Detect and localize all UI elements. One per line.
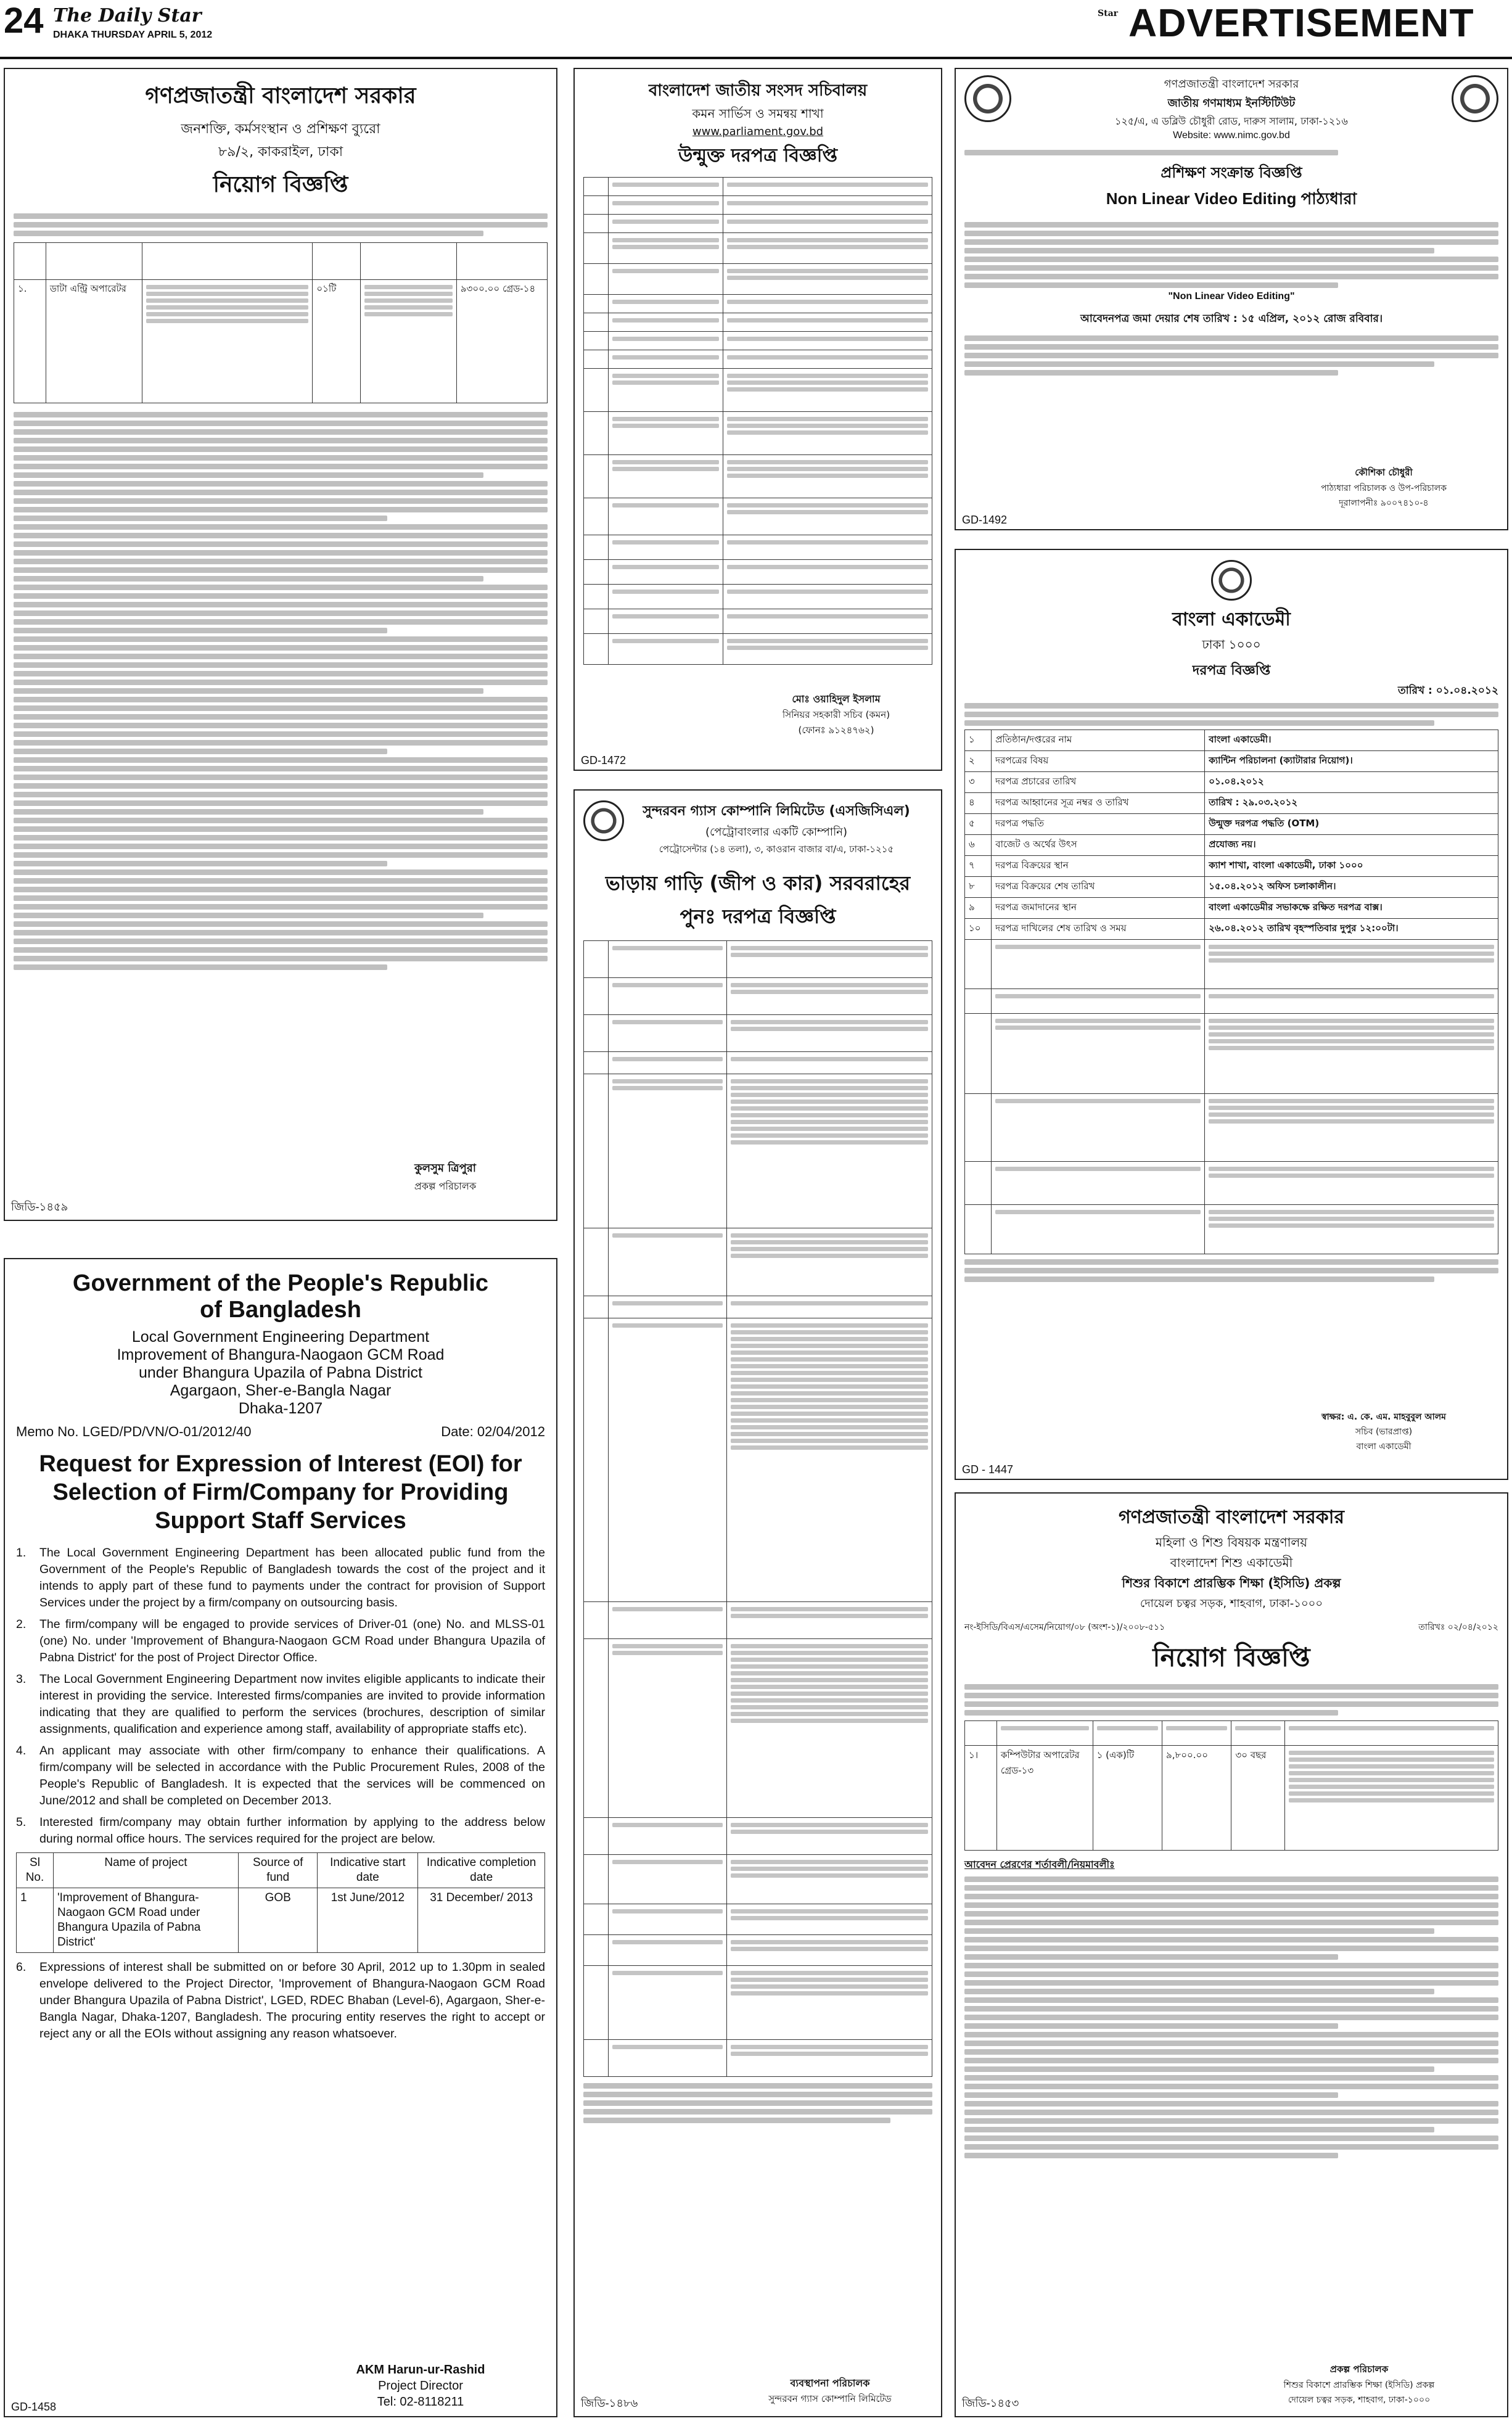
project-line-2: under Bhangura Upazila of Pabna District <box>139 1364 422 1381</box>
td-end: 31 December/ 2013 <box>418 1888 545 1953</box>
para-text: The firm/company will be engaged to provide services of Driver-01 (one) No. and MLSS-01 (one) No. under 'Improvement of Bhangura-Naogaon GCM Road under Bhangura Upazila of Pabna District' for the post of Project Director Office. <box>39 1617 545 1664</box>
row-number: ২ <box>965 751 992 772</box>
row-key: দরপত্র প্রচারের তারিখ <box>992 772 1205 793</box>
signatory-org-1: শিশুর বিকাশে প্রারম্ভিক শিক্ষা (ইসিডি) প্রকল্প <box>1283 2380 1435 2390</box>
post-count: ১ (এক)টি <box>1093 1746 1162 1851</box>
eoi-title-1: Request for Expression of Interest (EOI) for <box>39 1451 522 1477</box>
gd-number: জিডি-১৪৮৬ <box>581 2397 638 2409</box>
row-key: দরপত্র বিক্রয়ের শেষ তারিখ <box>992 877 1205 898</box>
row-value: বাংলা একাডেমীর সভাকক্ষে রক্ষিত দরপত্র বাক্স। <box>1205 898 1498 919</box>
gov-seal-logo <box>964 75 1011 122</box>
para-number: 2. <box>16 1617 27 1631</box>
th-sl: Sl No. <box>17 1853 54 1888</box>
signatory-name: স্বাক্ষর: এ. কে. এম. মাহবুবুল আলম <box>1321 1412 1446 1422</box>
row-number: ৬ <box>965 835 992 856</box>
signatory-title: প্রকল্প পরিচালক <box>1329 2364 1389 2375</box>
ad-address: ৮৯/২, কাকরাইল, ঢাকা <box>218 144 343 160</box>
ad-subheading: জাতীয় গণমাধ্যম ইনস্টিটিউট <box>1167 97 1296 110</box>
para-text: The Local Government Engineering Department has been allocated public fund from the Government of the People's Republic of Bangladesh towards the cost of the project and it intends to apply part of these fund to payments under the contract for provision of Support Services under the project by a firm/company on outsourcing basis. <box>39 1546 545 1609</box>
ad-date: তারিখ : ০১.০৪.২০১২ <box>1398 684 1498 697</box>
training-ad-nimc <box>955 68 1508 530</box>
address-line-1: Agargaon, Sher-e-Bangla Nagar <box>170 1382 392 1399</box>
eoi-title-2: Selection of Firm/Company for Providing <box>52 1479 509 1505</box>
ad-subheading: ঢাকা ১০০০ <box>1202 637 1261 652</box>
th-end: Indicative completion date <box>418 1853 545 1888</box>
gd-number: GD-1472 <box>581 754 627 767</box>
ad-date: তারিখঃ ০২/০৪/২০১২ <box>1418 1622 1498 1632</box>
gd-number: জিডি-১৪৫৩ <box>962 2397 1019 2409</box>
signatory-name: কৌশিকা চৌধুরী <box>1355 467 1413 478</box>
ad-heading: গণপ্রজাতন্ত্রী বাংলাদেশ সরকার <box>145 83 416 109</box>
th-start: Indicative start date <box>318 1853 418 1888</box>
post-name: কম্পিউটার অপারেটর গ্রেড-১৩ <box>996 1746 1093 1851</box>
td-start: 1st June/2012 <box>318 1888 418 1953</box>
reference-number: নং-ইসিডি/বিএস/এসেম/নিয়োগ/০৮ (অংশ-১)/২০০৮-৫১১ <box>964 1622 1165 1632</box>
row-number: ৭ <box>965 856 992 877</box>
post-name: ডাটা এন্ট্রি অপারেটর <box>46 280 142 403</box>
signatory-title: প্রকল্প পরিচালক <box>414 1180 477 1192</box>
section-small-label: Star <box>1098 9 1119 18</box>
row-key: দরপত্র দাখিলের শেষ তারিখ ও সময় <box>992 919 1205 940</box>
ad-title: দরপত্র বিজ্ঞপ্তি <box>1192 663 1271 678</box>
ad-title-2: পুনঃ দরপত্র বিজ্ঞপ্তি <box>680 905 836 928</box>
ad-title-1: প্রশিক্ষণ সংক্রান্ত বিজ্ঞপ্তি <box>1161 164 1302 181</box>
masthead <box>0 0 1512 59</box>
td-sl: 1 <box>17 1888 54 1953</box>
eoi-title-3: Support Staff Services <box>155 1508 406 1534</box>
row-key: দরপত্র বিক্রয়ের স্থান <box>992 856 1205 877</box>
row-value: তারিখ : ২৯.০৩.২০১২ <box>1205 793 1498 814</box>
signatory-tel: Tel: 02-8118211 <box>377 2395 464 2409</box>
tender-table <box>964 730 1498 1254</box>
td-name: 'Improvement of Bhangura-Naogaon GCM Road under Bhangura Upazila of Pabna District' <box>53 1888 238 1953</box>
row-number: ৯ <box>965 898 992 919</box>
signatory-name: কুলসুম ত্রিপুরা <box>414 1162 476 1175</box>
recruitment-ad-shishu-academy <box>955 1492 1508 2417</box>
course-name: "Non Linear Video Editing" <box>1168 291 1295 302</box>
para-text: Interested firm/company may obtain further information by applying to the address below during normal office hours. The services required for the project are below. <box>39 1815 545 1846</box>
ad-title: নিয়োগ বিজ্ঞপ্তি <box>1152 1642 1310 1672</box>
ad-subheading-3: শিশুর বিকাশে প্রারম্ভিক শিক্ষা (ইসিডি) প্রকল্প <box>1122 1576 1341 1590</box>
eoi-ad-lged <box>4 1258 557 2417</box>
ad-title-1: ভাড়ায় গাড়ি (জীপ ও কার) সরবরাহের <box>605 871 911 895</box>
row-value: উন্মুক্ত দরপত্র পদ্ধতি (OTM) <box>1205 814 1498 835</box>
gd-number: GD - 1447 <box>962 1463 1014 1476</box>
gd-number: জিডি-১৪৫৯ <box>11 1201 68 1213</box>
ad-subheading: (পেট্রোবাংলার একটি কোম্পানি) <box>705 826 848 839</box>
gov-line-1: Government of the People's Republic <box>72 1270 489 1296</box>
ad-title: উন্মুক্ত দরপত্র বিজ্ঞপ্তি <box>678 145 837 166</box>
ad-address: ১২৫/এ, এ ডব্লিউ চৌধুরী রোড, দারুস সালাম, ঢাকা-১২১৬ <box>1115 115 1348 127</box>
signatory-title: পাঠ্যধারা পরিচালক ও উপ-পরিচালক <box>1321 483 1447 493</box>
ad-heading: বাংলা একাডেমী <box>1172 609 1291 630</box>
vacancy-table: ১. ডাটা এন্ট্রি অপারেটর ০১টি ৯৩০০.০০ গ্রেড-১৪ <box>14 242 548 403</box>
memo-number: Memo No. LGED/PD/VN/O-01/2012/40 <box>16 1424 252 1439</box>
ad-subheading-2: বাংলাদেশ শিশু একাডেমী <box>1170 1555 1293 1570</box>
ad-heading: গণপ্রজাতন্ত্রী বাংলাদেশ সরকার <box>1119 1506 1344 1528</box>
signatory-title: সচিব (ভারপ্রাপ্ত) <box>1355 1427 1413 1437</box>
paper-name: The Daily Star <box>53 5 202 27</box>
row-value: প্রযোজ্য নয়। <box>1205 835 1498 856</box>
th-fund: Source of fund <box>238 1853 318 1888</box>
signatory-org: বাংলা একাডেমী <box>1356 1442 1411 1452</box>
vacancy-table: ১। কম্পিউটার অপারেটর গ্রেড-১৩ ১ (এক)টি ৯,৮০০.০০ ৩০ বছর <box>964 1720 1498 1851</box>
signatory-name: মোঃ ওয়াহিদুল ইসলাম <box>792 693 881 705</box>
row-value: ১৫.০৪.২০১২ অফিস চলাকালীন। <box>1205 877 1498 898</box>
row-value: ক্যাশ শাখা, বাংলা একাডেমী, ঢাকা ১০০০ <box>1205 856 1498 877</box>
gov-line-2: of Bangladesh <box>200 1297 361 1323</box>
ad-heading: গণপ্রজাতন্ত্রী বাংলাদেশ সরকার <box>1164 78 1299 91</box>
conditions-title: আবেদন প্রেরণের শর্তাবলী/নিয়মাবলীঃ <box>964 1859 1115 1870</box>
row-key: দরপত্র আহ্বানের সূত্র নম্বর ও তারিখ <box>992 793 1205 814</box>
dateline: DHAKA THURSDAY APRIL 5, 2012 <box>53 30 213 40</box>
ad-address: পেট্রোসেন্টার (১৪ তলা), ৩, কাওরান বাজার বা/এ, ঢাকা-১২১৫ <box>659 844 894 855</box>
row-number: ৩ <box>965 772 992 793</box>
signatory-title: সিনিয়র সহকারী সচিব (কমন) <box>782 709 890 720</box>
tender-table <box>583 177 932 665</box>
eoi-paragraphs <box>16 1545 545 1848</box>
memo-date: Date: 02/04/2012 <box>441 1424 545 1439</box>
para-number: 1. <box>16 1546 27 1560</box>
post-pay: ৯,৮০০.০০ <box>1162 1746 1231 1851</box>
row-number: ১০ <box>965 919 992 940</box>
signatory-title: Project Director <box>378 2379 463 2393</box>
gd-number: GD-1458 <box>11 2401 57 2413</box>
row-key: প্রতিষ্ঠান/দপ্তরের নাম <box>992 730 1205 751</box>
post-age: ৩০ বছর <box>1231 1746 1285 1851</box>
ad-title-2: Non Linear Video Editing পাঠ্যধারা <box>1106 189 1357 208</box>
para-number: 4. <box>16 1744 27 1757</box>
th-name: Name of project <box>53 1853 238 1888</box>
signatory-org: সুন্দরবন গ্যাস কোম্পানি লিমিটেড <box>768 2393 892 2404</box>
row-value: ০১.০৪.২০১২ <box>1205 772 1498 793</box>
signatory-phone: (ফোনঃ ৯১২৪৭৬২) <box>798 725 874 736</box>
bangla-academy-logo <box>1211 560 1252 601</box>
project-table <box>16 1852 545 1953</box>
tender-ad-parliament <box>573 68 942 771</box>
tender-ad-bangla-academy <box>955 549 1508 1480</box>
td-fund: GOB <box>238 1888 318 1953</box>
row-key: দরপত্রের বিষয় <box>992 751 1205 772</box>
row-number: ৪ <box>965 793 992 814</box>
row-number: ৮ <box>965 877 992 898</box>
row-value: বাংলা একাডেমী। <box>1205 730 1498 751</box>
ad-address: দোয়েল চত্বর সড়ক, শাহবাগ, ঢাকা-১০০০ <box>1140 1597 1323 1610</box>
sgcl-logo <box>583 800 624 841</box>
ad-subheading-1: মহিলা ও শিশু বিষয়ক মন্ত্রণালয় <box>1155 1535 1308 1550</box>
row-value: ২৬.০৪.২০১২ তারিখ বৃহস্পতিবার দুপুর ১২:০০টা। <box>1205 919 1498 940</box>
para-text: The Local Government Engineering Department now invites eligible applicants to indicate their interest in providing the service. Interested firms/companies are invited to provide information indicating that they are qualified to perform the services (brochures, description of similar assignments, qualification and experience among staff, availability of appropriate staffs etc). <box>39 1672 545 1736</box>
signatory-org-2: দোয়েল চত্বর সড়ক, শাহবাগ, ঢাকা-১০০০ <box>1288 2395 1431 2405</box>
signatory-name: AKM Harun-ur-Rashid <box>356 2363 485 2377</box>
nimc-logo <box>1452 75 1498 122</box>
project-line-1: Improvement of Bhangura-Naogaon GCM Road <box>117 1346 445 1363</box>
post-pay: ৯৩০০.০০ গ্রেড-১৪ <box>456 280 547 403</box>
recruitment-ad-manpower-bureau <box>4 68 557 1221</box>
deadline: আবেদনপত্র জমা দেয়ার শেষ তারিখ : ১৫ এপ্রিল, ২০১২ রোজ রবিবার। <box>1080 313 1383 325</box>
tender-table <box>583 940 932 2077</box>
row-key: দরপত্র পদ্ধতি <box>992 814 1205 835</box>
row-number: ৫ <box>965 814 992 835</box>
signatory-title: ব্যবস্থাপনা পরিচালক <box>790 2377 870 2389</box>
department: Local Government Engineering Department <box>131 1328 430 1346</box>
ad-subheading: কমন সার্ভিস ও সমন্বয় শাখা <box>692 106 824 121</box>
ad-heading: বাংলাদেশ জাতীয় সংসদ সচিবালয় <box>648 81 868 100</box>
post-count: ০১টি <box>313 280 361 403</box>
ad-title: নিয়োগ বিজ্ঞপ্তি <box>213 172 348 197</box>
tender-ad-sundarban-gas <box>573 789 942 2417</box>
row-value: ক্যান্টিন পরিচালনা (ক্যাটারার নিয়োগ)। <box>1205 751 1498 772</box>
para-number: 3. <box>16 1672 27 1686</box>
para-text: Expressions of interest shall be submitted on or before 30 April, 2012 up to 1.30pm in sealed envelope delivered to the Project Director, 'Improvement of Bhangura-Naogaon GCM Road under Bhangura Upazila of Pabna District', LGED, RDEC Bhaban (Level-6), Agargaon, Sher-e-Bangla Nagar, Dhaka-1207, Bangladesh. The procuring entity reserves the right to accept or reject any or all the EOIs without assigning any reason whatsoever. <box>39 1960 545 2041</box>
section-title: ADVERTISEMENT <box>1128 1 1474 45</box>
ad-heading: সুন্দরবন গ্যাস কোম্পানি লিমিটেড (এসজিসিএল) <box>643 804 910 819</box>
signatory-phone: দূরালাপনীঃ ৯০০৭৪১০-৪ <box>1339 498 1429 508</box>
gd-number: GD-1492 <box>962 514 1008 526</box>
ad-subheading: জনশক্তি, কর্মসংস্থান ও প্রশিক্ষণ ব্যুরো <box>181 121 380 137</box>
row-key: বাজেট ও অর্থের উৎস <box>992 835 1205 856</box>
para-number: 5. <box>16 1815 27 1829</box>
ad-website: Website: www.nimc.gov.bd <box>1173 130 1290 141</box>
row-key: দরপত্র জমাদানের স্থান <box>992 898 1205 919</box>
para-text: An applicant may associate with other firm/company to enhance their qualifications. A firm/company will be selected in accordance with the Public Procurement Rules, 2008 of the People's Republic of Bangladesh. It is expected that the services will be commenced on June/2012 and shall be completed on December 2013. <box>39 1744 545 1807</box>
page-number: 24 <box>4 1 44 41</box>
address-line-2: Dhaka-1207 <box>238 1400 323 1417</box>
para-number: 6. <box>16 1960 27 1974</box>
ad-url: www.parliament.gov.bd <box>692 125 824 138</box>
row-number: ১ <box>965 730 992 751</box>
